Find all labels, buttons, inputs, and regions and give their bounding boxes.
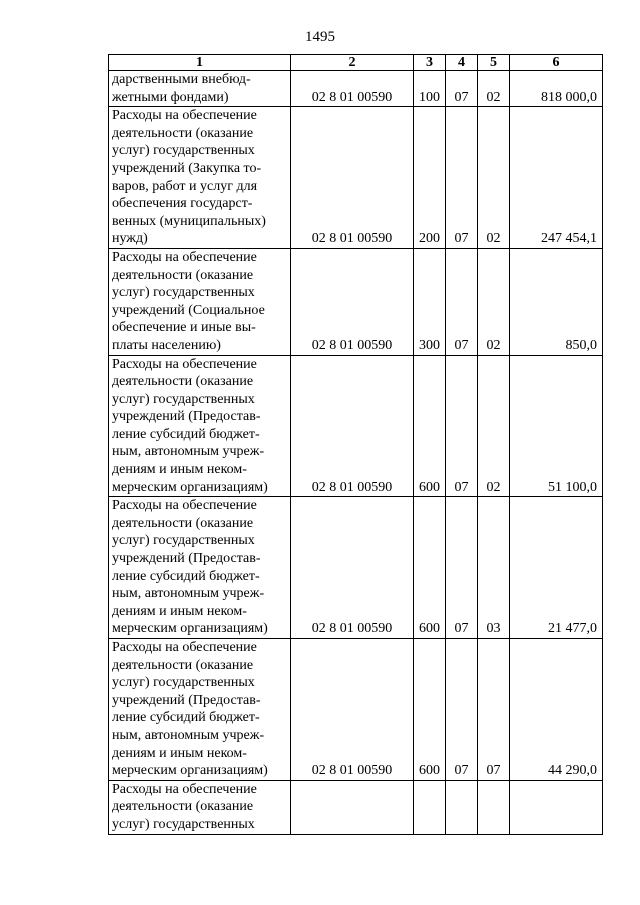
- row-amount: [510, 780, 603, 834]
- description-line: мерческим организациям): [112, 479, 268, 495]
- row-amount: 850,0: [510, 248, 603, 355]
- description-line: учреждений (Предостав-: [112, 692, 261, 708]
- row-col5: 03: [478, 497, 510, 639]
- row-col4: 07: [446, 497, 478, 639]
- description-line: учреждений (Социальное: [112, 302, 265, 318]
- description-line: деятельности (оказание: [112, 374, 254, 390]
- description-line: Расходы на обеспечение: [112, 498, 257, 514]
- header-row: [109, 55, 603, 71]
- row-description: [109, 497, 291, 639]
- row-col5: 02: [478, 107, 510, 249]
- table-row: [109, 248, 603, 355]
- description-line: деятельности (оказание: [112, 515, 254, 531]
- description-line: нужд): [112, 231, 148, 247]
- description-line: учреждений (Закупка то-: [112, 160, 262, 176]
- description-line: мерческим организациям): [112, 621, 268, 637]
- description-line: варов, работ и услуг для: [112, 178, 258, 194]
- row-col4: 07: [446, 107, 478, 249]
- row-col5: 02: [478, 71, 510, 107]
- description-line: услуг) государственных: [112, 675, 255, 691]
- description-line: жетными фондами): [112, 89, 229, 105]
- row-code: 02 8 01 00590: [291, 355, 414, 497]
- row-code: 02 8 01 00590: [291, 71, 414, 107]
- column-header: 6: [510, 55, 603, 71]
- description-line: ным, автономным учреж-: [112, 444, 265, 460]
- column-header: 2: [291, 55, 414, 71]
- row-col5: 07: [478, 639, 510, 781]
- budget-table: [108, 54, 603, 835]
- description-line: венных (муниципальных): [112, 213, 266, 229]
- row-col4: [446, 780, 478, 834]
- table-row: [109, 71, 603, 107]
- description-line: дарственными внебюд-: [112, 72, 251, 87]
- row-code: 02 8 01 00590: [291, 639, 414, 781]
- column-header: 1: [109, 55, 291, 71]
- description-line: ление субсидий бюджет-: [112, 568, 260, 584]
- description-line: ным, автономным учреж-: [112, 727, 265, 743]
- description-line: ным, автономным учреж-: [112, 586, 265, 602]
- description-line: услуг) государственных: [112, 391, 255, 407]
- row-col4: 07: [446, 71, 478, 107]
- row-col3: 200: [414, 107, 446, 249]
- description-line: услуг) государственных: [112, 285, 255, 301]
- row-col5: 02: [478, 248, 510, 355]
- row-description: [109, 355, 291, 497]
- description-line: дениям и иным неком-: [112, 603, 247, 619]
- row-description: [109, 780, 291, 834]
- row-description: [109, 71, 291, 107]
- description-line: деятельности (оказание: [112, 125, 254, 141]
- table-row: [109, 107, 603, 249]
- row-amount: 44 290,0: [510, 639, 603, 781]
- row-col3: 300: [414, 248, 446, 355]
- description-line: обеспечения государст-: [112, 196, 253, 212]
- description-line: мерческим организациям): [112, 763, 268, 779]
- row-description: [109, 639, 291, 781]
- row-code: [291, 780, 414, 834]
- row-col3: 600: [414, 497, 446, 639]
- table-body: [109, 71, 603, 835]
- row-code: 02 8 01 00590: [291, 248, 414, 355]
- row-col4: 07: [446, 248, 478, 355]
- table-row: [109, 355, 603, 497]
- row-col3: [414, 780, 446, 834]
- row-description: [109, 107, 291, 249]
- description-line: дениям и иным неком-: [112, 745, 247, 761]
- row-code: 02 8 01 00590: [291, 497, 414, 639]
- row-col5: [478, 780, 510, 834]
- description-line: деятельности (оказание: [112, 799, 254, 815]
- page-number: 1495: [305, 29, 335, 45]
- description-line: учреждений (Предостав-: [112, 409, 261, 425]
- description-line: обеспечение и иные вы-: [112, 320, 256, 336]
- description-line: услуг) государственных: [112, 143, 255, 159]
- description-line: Расходы на обеспечение: [112, 781, 257, 797]
- description-line: дениям и иным неком-: [112, 462, 247, 478]
- table-row: [109, 780, 603, 834]
- row-amount: 247 454,1: [510, 107, 603, 249]
- description-line: Расходы на обеспечение: [112, 249, 257, 265]
- column-header: 5: [478, 55, 510, 71]
- description-line: ление субсидий бюджет-: [112, 426, 260, 442]
- row-col3: 100: [414, 71, 446, 107]
- row-col3: 600: [414, 355, 446, 497]
- description-line: учреждений (Предостав-: [112, 551, 261, 567]
- table-row: [109, 497, 603, 639]
- row-col4: 07: [446, 355, 478, 497]
- description-line: деятельности (оказание: [112, 657, 254, 673]
- column-header: 4: [446, 55, 478, 71]
- row-col4: 07: [446, 639, 478, 781]
- description-line: Расходы на обеспечение: [112, 356, 257, 372]
- row-amount: 21 477,0: [510, 497, 603, 639]
- table-row: [109, 639, 603, 781]
- description-line: Расходы на обеспечение: [112, 108, 257, 124]
- row-col3: 600: [414, 639, 446, 781]
- row-col5: 02: [478, 355, 510, 497]
- description-line: Расходы на обеспечение: [112, 640, 257, 655]
- column-header: 3: [414, 55, 446, 71]
- description-line: услуг) государственных: [112, 816, 255, 832]
- description-line: услуг) государственных: [112, 533, 255, 549]
- description-line: деятельности (оказание: [112, 267, 254, 283]
- row-amount: 818 000,0: [510, 71, 603, 107]
- row-code: 02 8 01 00590: [291, 107, 414, 249]
- row-description: [109, 248, 291, 355]
- row-amount: 51 100,0: [510, 355, 603, 497]
- description-line: ление субсидий бюджет-: [112, 710, 260, 726]
- description-line: платы населению): [112, 337, 221, 353]
